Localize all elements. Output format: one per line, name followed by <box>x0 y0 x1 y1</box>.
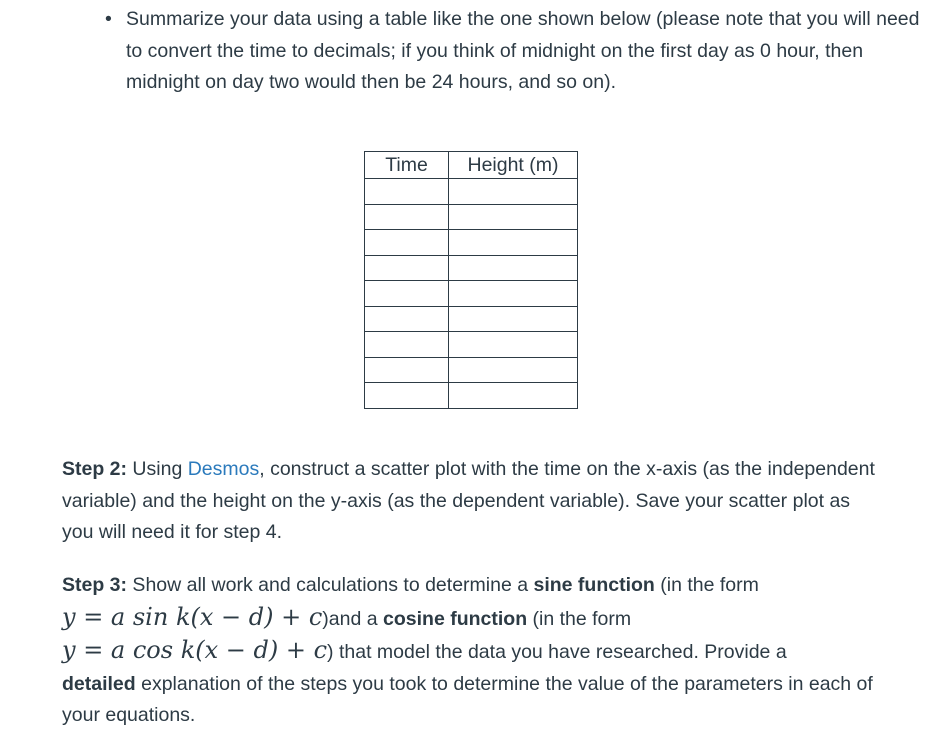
table-cell <box>365 281 449 307</box>
bullet-dot: • <box>105 8 112 30</box>
step-3-text-f: explanation of the steps you took to determine the value of the parameters in each of your equations. <box>62 672 873 726</box>
step-3-paragraph <box>62 570 882 732</box>
table-cell <box>449 306 578 332</box>
detailed-bold: detailed <box>62 672 136 695</box>
table-cell <box>449 230 578 256</box>
table-row <box>365 383 578 409</box>
step-2-label: Step 2: <box>62 458 128 480</box>
table-row <box>365 230 578 256</box>
table-cell <box>449 332 578 358</box>
table-cell <box>449 204 578 230</box>
table-cell <box>365 332 449 358</box>
table-cell <box>449 383 578 409</box>
table-cell <box>365 306 449 332</box>
bullet-text: Summarize your data using a table like the one shown below (please note that you will need to convert the time to decimals; if you think of midnight on the first day as 0 hour, then midnight on day two would then be 24 hours, and so on). <box>126 8 920 93</box>
cosine-function-bold: cosine function <box>383 607 528 630</box>
table-cell <box>449 357 578 383</box>
step-2-text-a: Using <box>127 458 188 480</box>
table-cell <box>449 255 578 281</box>
table-row <box>365 204 578 230</box>
table-cell <box>449 179 578 205</box>
table-row <box>365 306 578 332</box>
step-3-text-d: (in the form <box>527 607 632 630</box>
table-row <box>365 357 578 383</box>
data-table <box>364 151 578 409</box>
step-3-text-b: (in the form <box>654 574 759 596</box>
table-header-row <box>365 152 578 179</box>
step-3-text-e: ) that model the data you have researched. Provide a <box>327 641 787 663</box>
header-time: Time <box>365 152 449 179</box>
step-3-label: Step 3: <box>62 574 128 596</box>
data-table-container <box>364 151 578 409</box>
step-2-text-b: , construct a scatter plot with the time on the x-axis (as the independent variable) and the height on the y-axis (as the dependent variable). Save your scatter plot as you will need it for step 4. <box>62 458 875 543</box>
table-body <box>365 179 578 409</box>
step-3-text-c: )and a <box>322 607 384 630</box>
sine-function-bold: sine function <box>533 574 655 596</box>
step-2-paragraph <box>62 454 882 549</box>
cosine-formula: y = a cos k(x − d) + c <box>62 636 328 664</box>
table-row <box>365 255 578 281</box>
table-cell <box>365 357 449 383</box>
table-cell <box>365 383 449 409</box>
table-cell <box>449 281 578 307</box>
table-cell <box>365 204 449 230</box>
bullet-item <box>105 4 926 99</box>
table-cell <box>365 230 449 256</box>
table-cell <box>365 179 449 205</box>
table-row <box>365 281 578 307</box>
table-cell <box>365 255 449 281</box>
sine-formula: y = a sin k(x − d) + c <box>62 602 323 631</box>
desmos-link[interactable]: Desmos <box>187 458 260 480</box>
table-row <box>365 179 578 205</box>
header-height: Height (m) <box>449 152 578 179</box>
table-row <box>365 332 578 358</box>
step-3-text-a: Show all work and calculations to determine a <box>127 574 534 596</box>
